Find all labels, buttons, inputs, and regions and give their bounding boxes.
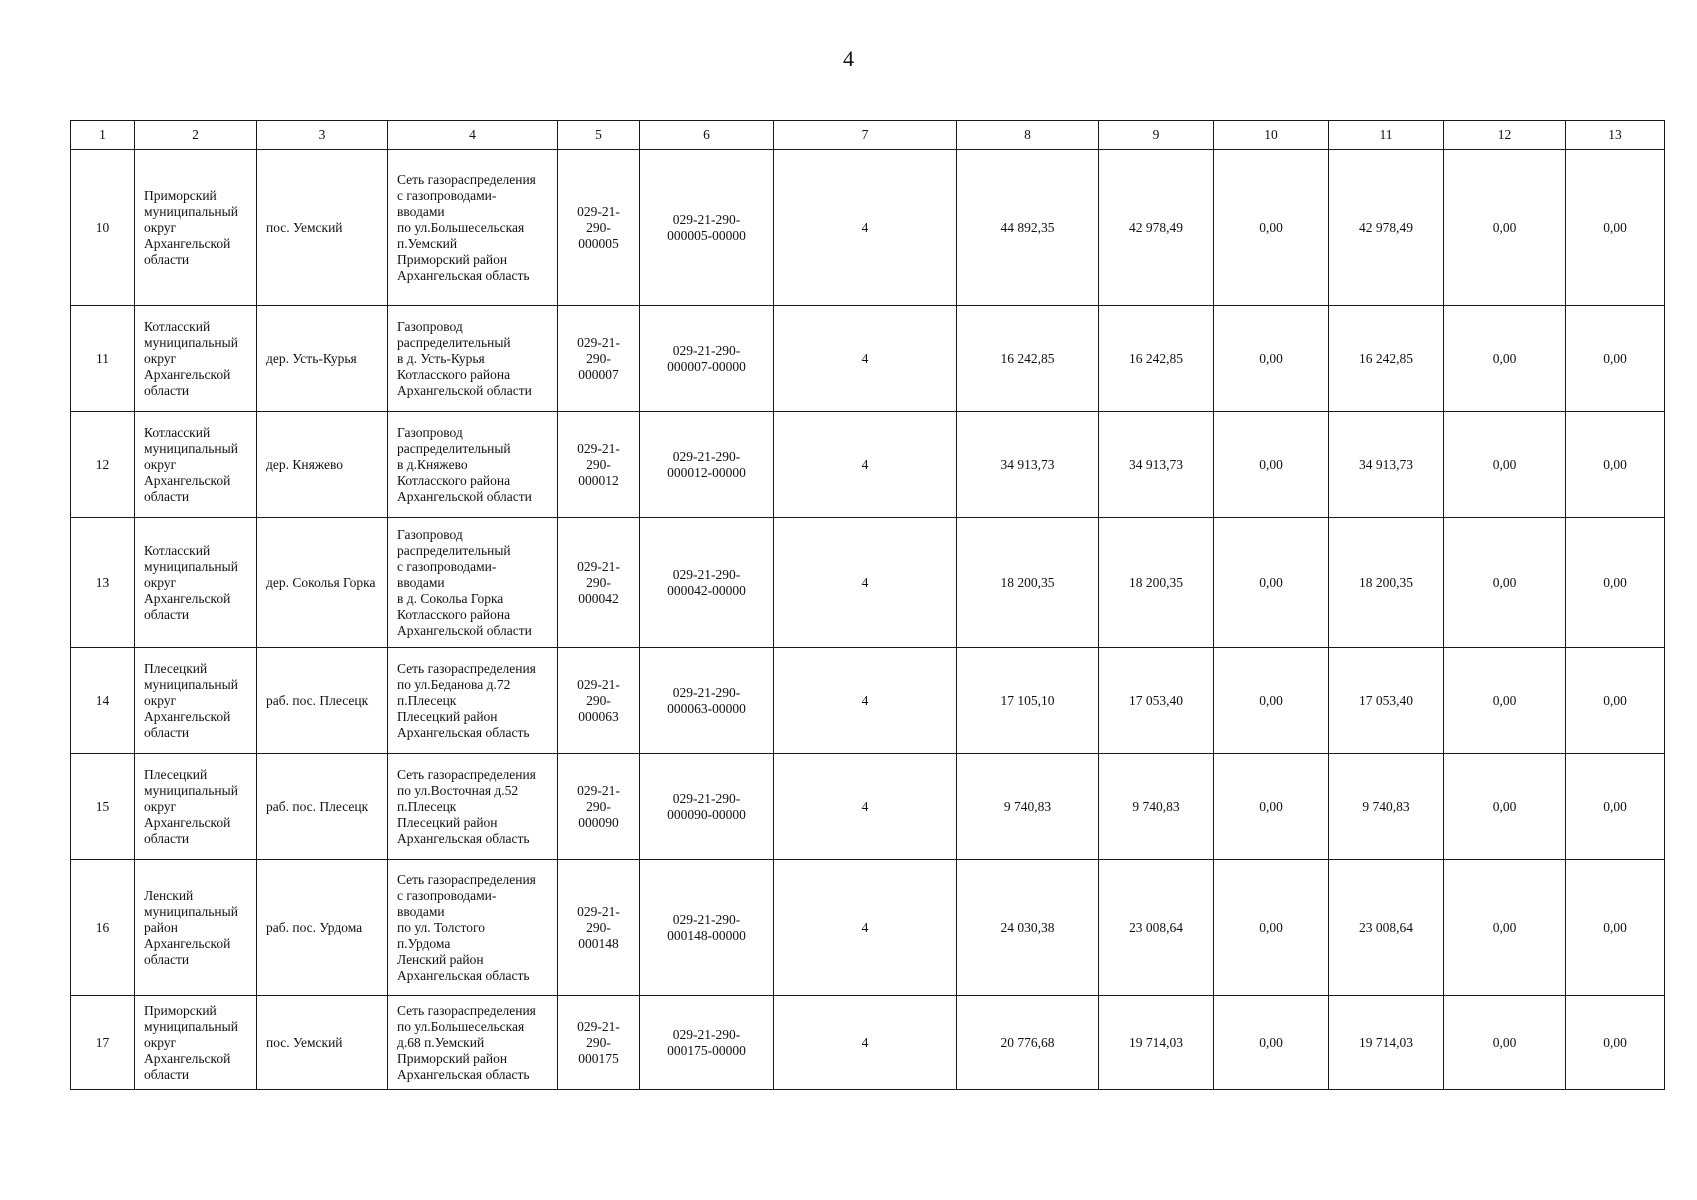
- code-short-cell-line: 290-: [586, 798, 611, 814]
- code-short-cell-line: 000175: [578, 1050, 619, 1066]
- municipality-cell-line: Архангельской: [144, 1050, 231, 1066]
- object-description-cell-line: Котласского района: [397, 606, 511, 622]
- code-full-cell-line: 000148-00000: [667, 927, 746, 943]
- object-description-cell-line: д.68 п.Уемский: [397, 1034, 485, 1050]
- municipality-cell-line: округ: [144, 1034, 177, 1050]
- code-short-cell-line: 000007: [578, 366, 619, 382]
- code-full-cell: [640, 754, 774, 860]
- object-description-cell-line: Архангельская область: [397, 267, 530, 283]
- object-description-cell: [388, 412, 558, 518]
- value-col-9: 23 008,64: [1099, 860, 1214, 996]
- municipality-cell-line: Архангельской: [144, 366, 231, 382]
- municipality-cell: [135, 648, 257, 754]
- municipality-cell: [135, 754, 257, 860]
- code-short-cell-line: 290-: [586, 219, 611, 235]
- code-short-cell-line: 000012: [578, 472, 619, 488]
- value-col-13: 0,00: [1566, 648, 1665, 754]
- table-row: [71, 412, 1665, 518]
- code-short-cell: [558, 306, 640, 412]
- object-description-cell-line: п.Урдома: [397, 935, 451, 951]
- value-col-7: 4: [774, 306, 957, 412]
- value-col-7: 4: [774, 860, 957, 996]
- value-col-10: 0,00: [1214, 860, 1329, 996]
- value-col-12: 0,00: [1444, 996, 1566, 1090]
- value-col-12: 0,00: [1444, 150, 1566, 306]
- code-short-cell-line: 029-21-: [577, 676, 620, 692]
- value-col-9: 34 913,73: [1099, 412, 1214, 518]
- row-number: 11: [71, 306, 135, 412]
- municipality-cell-line: район: [144, 919, 178, 935]
- municipality-cell-line: Архангельской: [144, 708, 231, 724]
- code-short-cell-line: 290-: [586, 350, 611, 366]
- value-col-11: 16 242,85: [1329, 306, 1444, 412]
- code-short-cell-line: 029-21-: [577, 334, 620, 350]
- value-col-9: 19 714,03: [1099, 996, 1214, 1090]
- object-description-cell-line: распределительный: [397, 440, 511, 456]
- code-short-cell: [558, 860, 640, 996]
- code-short-cell: [558, 648, 640, 754]
- value-col-7: 4: [774, 754, 957, 860]
- value-col-11: 23 008,64: [1329, 860, 1444, 996]
- object-description-cell-line: по ул. Толстого: [397, 919, 485, 935]
- code-short-cell-line: 029-21-: [577, 903, 620, 919]
- municipality-cell-line: Архангельской: [144, 814, 231, 830]
- value-col-8: 24 030,38: [957, 860, 1099, 996]
- code-full-cell-line: 029-21-290-: [672, 790, 741, 806]
- object-description-cell-line: Газопровод: [397, 424, 463, 440]
- value-col-10: 0,00: [1214, 518, 1329, 648]
- page-number: 4: [843, 46, 854, 71]
- code-short-cell: [558, 754, 640, 860]
- object-description-cell-line: Плесецкий район: [397, 814, 498, 830]
- code-short-cell-line: 029-21-: [577, 1018, 620, 1034]
- municipality-cell-line: муниципальный: [144, 440, 238, 456]
- column-header: 11: [1329, 121, 1444, 150]
- code-full-cell-line: 000005-00000: [667, 227, 746, 243]
- code-full-cell-line: 029-21-290-: [672, 211, 741, 227]
- value-col-9: 42 978,49: [1099, 150, 1214, 306]
- settlement-cell: пос. Уемский: [257, 996, 388, 1090]
- municipality-cell-line: области: [144, 1066, 190, 1082]
- code-full-cell: [640, 412, 774, 518]
- value-col-11: 19 714,03: [1329, 996, 1444, 1090]
- code-short-cell-line: 000063: [578, 708, 619, 724]
- code-short-cell: [558, 412, 640, 518]
- settlement-cell: раб. пос. Урдома: [257, 860, 388, 996]
- object-description-cell-line: по ул.Восточная д.52: [397, 782, 519, 798]
- object-description-cell-line: Архангельская область: [397, 724, 530, 740]
- settlement-cell: раб. пос. Плесецк: [257, 648, 388, 754]
- value-col-12: 0,00: [1444, 518, 1566, 648]
- table-body: [71, 150, 1665, 1090]
- municipality-cell-line: муниципальный: [144, 1018, 238, 1034]
- value-col-11: 42 978,49: [1329, 150, 1444, 306]
- object-description-cell-line: Архангельская область: [397, 830, 530, 846]
- value-col-13: 0,00: [1566, 306, 1665, 412]
- object-description-cell-line: вводами: [397, 203, 445, 219]
- code-full-cell-line: 000042-00000: [667, 582, 746, 598]
- municipality-cell: [135, 306, 257, 412]
- gas-network-registry-table: [70, 120, 1665, 1090]
- value-col-11: 18 200,35: [1329, 518, 1444, 648]
- municipality-cell-line: Архангельской: [144, 590, 231, 606]
- municipality-cell-line: Ленский: [144, 887, 194, 903]
- code-short-cell-line: 290-: [586, 456, 611, 472]
- value-col-12: 0,00: [1444, 860, 1566, 996]
- value-col-13: 0,00: [1566, 754, 1665, 860]
- municipality-cell-line: области: [144, 724, 190, 740]
- object-description-cell-line: Сеть газораспределения: [397, 871, 536, 887]
- object-description-cell-line: в д.Княжево: [397, 456, 468, 472]
- code-full-cell-line: 029-21-290-: [672, 448, 741, 464]
- municipality-cell: [135, 860, 257, 996]
- value-col-8: 18 200,35: [957, 518, 1099, 648]
- code-short-cell-line: 029-21-: [577, 203, 620, 219]
- code-short-cell: [558, 518, 640, 648]
- column-header: 9: [1099, 121, 1214, 150]
- value-col-10: 0,00: [1214, 754, 1329, 860]
- table-row: [71, 306, 1665, 412]
- value-col-9: 18 200,35: [1099, 518, 1214, 648]
- municipality-cell-line: Котласский: [144, 318, 211, 334]
- value-col-13: 0,00: [1566, 860, 1665, 996]
- object-description-cell-line: по ул.Большесельская: [397, 219, 525, 235]
- table-row: [71, 996, 1665, 1090]
- table-row: [71, 150, 1665, 306]
- code-full-cell-line: 000012-00000: [667, 464, 746, 480]
- code-full-cell-line: 029-21-290-: [672, 342, 741, 358]
- settlement-cell: дер. Усть-Курья: [257, 306, 388, 412]
- column-header: 10: [1214, 121, 1329, 150]
- value-col-8: 16 242,85: [957, 306, 1099, 412]
- object-description-cell-line: Котласского района: [397, 366, 511, 382]
- municipality-cell-line: округ: [144, 798, 177, 814]
- code-full-cell-line: 000175-00000: [667, 1042, 746, 1058]
- value-col-12: 0,00: [1444, 648, 1566, 754]
- code-short-cell-line: 000090: [578, 814, 619, 830]
- municipality-cell-line: муниципальный: [144, 334, 238, 350]
- column-header: 8: [957, 121, 1099, 150]
- object-description-cell-line: с газопроводами-: [397, 187, 497, 203]
- municipality-cell-line: Приморский: [144, 187, 217, 203]
- object-description-cell-line: в д. Усть-Курья: [397, 350, 485, 366]
- table-row: [71, 518, 1665, 648]
- object-description-cell-line: Ленский район: [397, 951, 484, 967]
- value-col-13: 0,00: [1566, 412, 1665, 518]
- municipality-cell-line: округ: [144, 219, 177, 235]
- value-col-10: 0,00: [1214, 150, 1329, 306]
- object-description-cell: [388, 996, 558, 1090]
- object-description-cell-line: Плесецкий район: [397, 708, 498, 724]
- object-description-cell-line: с газопроводами-: [397, 887, 497, 903]
- object-description-cell-line: вводами: [397, 903, 445, 919]
- value-col-13: 0,00: [1566, 996, 1665, 1090]
- code-short-cell-line: 029-21-: [577, 558, 620, 574]
- code-short-cell-line: 290-: [586, 574, 611, 590]
- municipality-cell-line: Архангельской: [144, 472, 231, 488]
- value-col-9: 9 740,83: [1099, 754, 1214, 860]
- value-col-10: 0,00: [1214, 412, 1329, 518]
- object-description-cell-line: Архангельской области: [397, 382, 532, 398]
- row-number: 14: [71, 648, 135, 754]
- code-full-cell: [640, 860, 774, 996]
- value-col-7: 4: [774, 996, 957, 1090]
- object-description-cell-line: Архангельская область: [397, 1066, 530, 1082]
- municipality-cell-line: области: [144, 488, 190, 504]
- municipality-cell-line: Котласский: [144, 424, 211, 440]
- object-description-cell-line: распределительный: [397, 542, 511, 558]
- code-short-cell-line: 290-: [586, 692, 611, 708]
- municipality-cell: [135, 996, 257, 1090]
- column-header: 2: [135, 121, 257, 150]
- value-col-10: 0,00: [1214, 996, 1329, 1090]
- value-col-7: 4: [774, 150, 957, 306]
- municipality-cell: [135, 518, 257, 648]
- code-short-cell-line: 000005: [578, 235, 619, 251]
- value-col-7: 4: [774, 648, 957, 754]
- value-col-9: 17 053,40: [1099, 648, 1214, 754]
- code-full-cell-line: 000063-00000: [667, 700, 746, 716]
- table-row: [71, 754, 1665, 860]
- municipality-cell-line: Архангельской: [144, 935, 231, 951]
- code-short-cell: [558, 150, 640, 306]
- object-description-cell: [388, 306, 558, 412]
- municipality-cell: [135, 150, 257, 306]
- value-col-11: 17 053,40: [1329, 648, 1444, 754]
- column-header: 13: [1566, 121, 1665, 150]
- object-description-cell-line: распределительный: [397, 334, 511, 350]
- object-description-cell: [388, 150, 558, 306]
- code-short-cell-line: 290-: [586, 1034, 611, 1050]
- object-description-cell-line: по ул.Беданова д.72: [397, 676, 511, 692]
- column-number-header-row: [71, 121, 1665, 150]
- value-col-8: 34 913,73: [957, 412, 1099, 518]
- value-col-10: 0,00: [1214, 306, 1329, 412]
- value-col-7: 4: [774, 518, 957, 648]
- municipality-cell-line: округ: [144, 692, 177, 708]
- value-col-7: 4: [774, 412, 957, 518]
- object-description-cell-line: Архангельской области: [397, 488, 532, 504]
- table-row: [71, 648, 1665, 754]
- column-header: 5: [558, 121, 640, 150]
- object-description-cell-line: Сеть газораспределения: [397, 171, 536, 187]
- code-short-cell-line: 000148: [578, 935, 619, 951]
- code-short-cell-line: 029-21-: [577, 782, 620, 798]
- object-description-cell-line: Сеть газораспределения: [397, 1002, 536, 1018]
- value-col-11: 34 913,73: [1329, 412, 1444, 518]
- code-short-cell-line: 290-: [586, 919, 611, 935]
- object-description-cell-line: Приморский район: [397, 1050, 508, 1066]
- object-description-cell-line: в д. Сокольа Горка: [397, 590, 504, 606]
- code-full-cell-line: 000007-00000: [667, 358, 746, 374]
- table-row: [71, 860, 1665, 996]
- object-description-cell-line: Приморский район: [397, 251, 508, 267]
- object-description-cell: [388, 648, 558, 754]
- code-full-cell: [640, 306, 774, 412]
- settlement-cell: дер. Княжево: [257, 412, 388, 518]
- code-short-cell: [558, 996, 640, 1090]
- code-full-cell-line: 000090-00000: [667, 806, 746, 822]
- object-description-cell-line: Архангельской области: [397, 622, 532, 638]
- value-col-8: 17 105,10: [957, 648, 1099, 754]
- value-col-8: 44 892,35: [957, 150, 1099, 306]
- row-number: 16: [71, 860, 135, 996]
- code-full-cell-line: 029-21-290-: [672, 684, 741, 700]
- column-header: 7: [774, 121, 957, 150]
- code-full-cell: [640, 996, 774, 1090]
- row-number: 15: [71, 754, 135, 860]
- code-short-cell-line: 000042: [578, 590, 619, 606]
- object-description-cell-line: Газопровод: [397, 526, 463, 542]
- row-number: 13: [71, 518, 135, 648]
- column-header: 1: [71, 121, 135, 150]
- municipality-cell-line: муниципальный: [144, 676, 238, 692]
- column-header: 6: [640, 121, 774, 150]
- column-header: 3: [257, 121, 388, 150]
- value-col-13: 0,00: [1566, 518, 1665, 648]
- municipality-cell-line: области: [144, 951, 190, 967]
- municipality-cell-line: Приморский: [144, 1002, 217, 1018]
- object-description-cell-line: Сеть газораспределения: [397, 766, 536, 782]
- object-description-cell-line: Архангельская область: [397, 967, 530, 983]
- code-full-cell: [640, 150, 774, 306]
- object-description-cell-line: вводами: [397, 574, 445, 590]
- row-number: 10: [71, 150, 135, 306]
- settlement-cell: дер. Соколья Горка: [257, 518, 388, 648]
- settlement-cell: пос. Уемский: [257, 150, 388, 306]
- value-col-11: 9 740,83: [1329, 754, 1444, 860]
- code-full-cell: [640, 518, 774, 648]
- municipality-cell-line: муниципальный: [144, 203, 238, 219]
- value-col-8: 20 776,68: [957, 996, 1099, 1090]
- object-description-cell-line: Сеть газораспределения: [397, 660, 536, 676]
- municipality-cell-line: округ: [144, 350, 177, 366]
- municipality-cell-line: Котласский: [144, 542, 211, 558]
- municipality-cell-line: Архангельской: [144, 235, 231, 251]
- row-number: 12: [71, 412, 135, 518]
- value-col-12: 0,00: [1444, 306, 1566, 412]
- object-description-cell-line: с газопроводами-: [397, 558, 497, 574]
- municipality-cell-line: округ: [144, 574, 177, 590]
- object-description-cell-line: по ул.Большесельская: [397, 1018, 525, 1034]
- object-description-cell: [388, 860, 558, 996]
- municipality-cell: [135, 412, 257, 518]
- value-col-12: 0,00: [1444, 754, 1566, 860]
- municipality-cell-line: области: [144, 830, 190, 846]
- object-description-cell-line: п.Плесецк: [397, 692, 457, 708]
- code-full-cell-line: 029-21-290-: [672, 1026, 741, 1042]
- code-full-cell-line: 029-21-290-: [672, 911, 741, 927]
- municipality-cell-line: Плесецкий: [144, 766, 208, 782]
- municipality-cell-line: области: [144, 606, 190, 622]
- object-description-cell: [388, 754, 558, 860]
- row-number: 17: [71, 996, 135, 1090]
- municipality-cell-line: Плесецкий: [144, 660, 208, 676]
- settlement-cell: раб. пос. Плесецк: [257, 754, 388, 860]
- municipality-cell-line: округ: [144, 456, 177, 472]
- municipality-cell-line: области: [144, 382, 190, 398]
- column-header: 4: [388, 121, 558, 150]
- object-description-cell-line: Котласского района: [397, 472, 511, 488]
- code-full-cell: [640, 648, 774, 754]
- value-col-8: 9 740,83: [957, 754, 1099, 860]
- municipality-cell-line: муниципальный: [144, 903, 238, 919]
- object-description-cell: [388, 518, 558, 648]
- object-description-cell-line: п.Уемский: [397, 235, 458, 251]
- municipality-cell-line: муниципальный: [144, 782, 238, 798]
- object-description-cell-line: п.Плесецк: [397, 798, 457, 814]
- value-col-13: 0,00: [1566, 150, 1665, 306]
- value-col-12: 0,00: [1444, 412, 1566, 518]
- value-col-9: 16 242,85: [1099, 306, 1214, 412]
- object-description-cell-line: Газопровод: [397, 318, 463, 334]
- municipality-cell-line: области: [144, 251, 190, 267]
- code-full-cell-line: 029-21-290-: [672, 566, 741, 582]
- municipality-cell-line: муниципальный: [144, 558, 238, 574]
- column-header: 12: [1444, 121, 1566, 150]
- value-col-10: 0,00: [1214, 648, 1329, 754]
- code-short-cell-line: 029-21-: [577, 440, 620, 456]
